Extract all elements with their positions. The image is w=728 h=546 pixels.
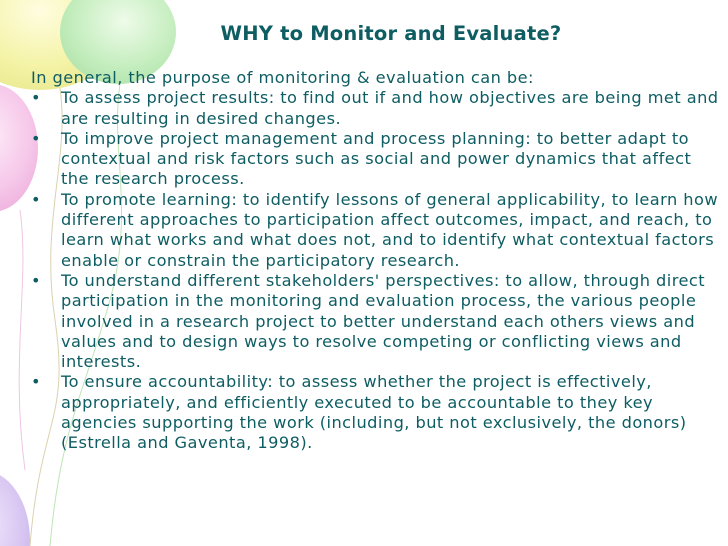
bullet-dot: • [31,372,41,392]
purple-balloon [0,470,30,546]
list-item [31,190,723,271]
slide-title: WHY to Monitor and Evaluate? [220,22,562,45]
bullet-dot: • [31,189,41,209]
bullet-dot: • [31,128,41,148]
balloon-string [19,210,25,470]
list-item [31,271,723,372]
intro-text: In general, the purpose of monitoring & evaluation can be: [31,68,534,87]
list-item [31,372,723,453]
bullet-list [31,88,723,453]
bullet-dot: • [31,88,41,108]
bullet-text: To assess project results: to find out if and how objectives are being met and are resulting in desired changes. [61,88,719,128]
list-item [31,88,723,129]
bullet-text: To improve project management and process planning: to better adapt to contextual and risk factors such as social and power dynamics that affect the research process. [61,128,692,189]
list-item [31,129,723,190]
bullet-dot: • [31,270,41,290]
bullet-text: To ensure accountability: to assess whether the project is effectively, appropriately, and efficiently executed to be accountable to they key agencies supporting the work (including, but not exclusively, the donors) (Estrella and Gaventa, 1998). [61,372,687,453]
slide-body [31,68,723,454]
bullet-text: To promote learning: to identify lessons of general applicability, to learn how different approaches to participation affect outcomes, impact, and reach, to learn what works and what does not, and to identify what contextual factors enable or constrain the participatory research. [61,189,719,270]
bullet-text: To understand different stakeholders' perspectives: to allow, through direct participation in the monitoring and evaluation process, the various people involved in a research project to better understand each others views and values and to design ways to resolve competing or conflicting views and interests. [61,270,705,372]
